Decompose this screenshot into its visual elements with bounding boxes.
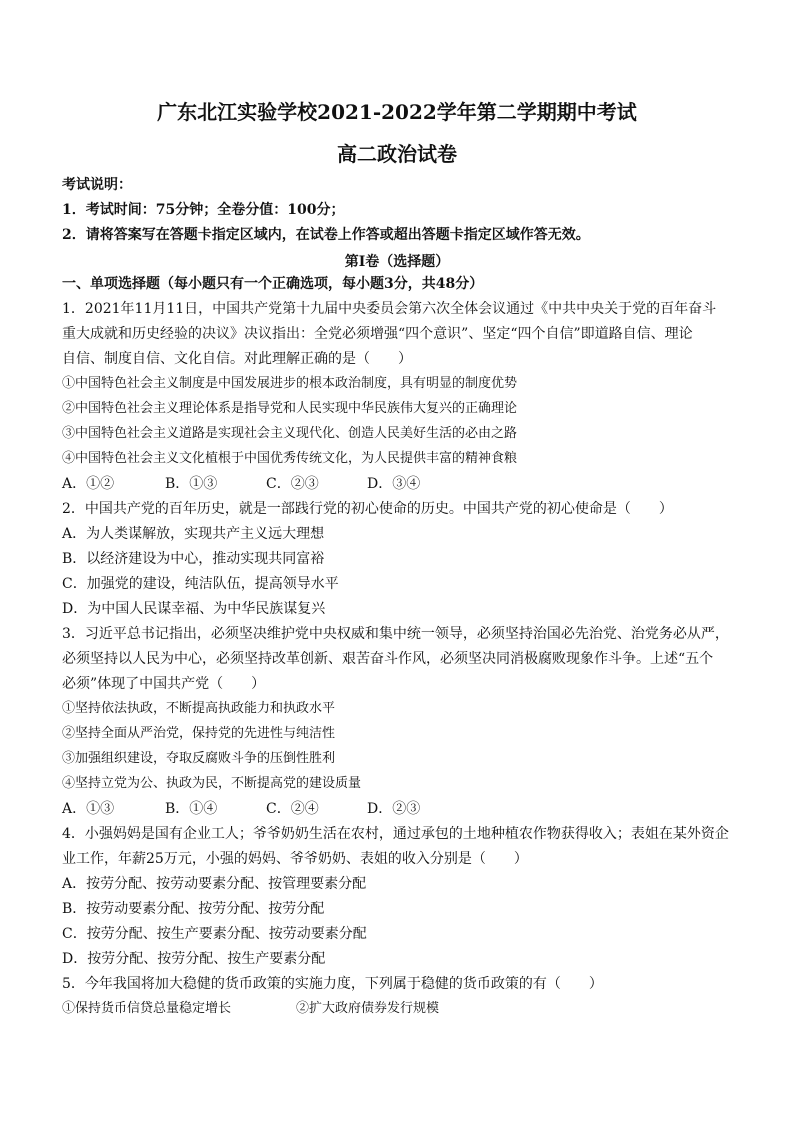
question-3-option-d: D．②③ [367, 801, 421, 817]
question-1-option-a: A．①② [62, 476, 115, 492]
question-1-statement: ③中国特色社会主义道路是实现社会主义现代化、创造人民美好生活的必由之路 [62, 426, 518, 441]
exam-subtitle: 高二政治试卷 [337, 142, 457, 166]
instruction-item: 1．考试时间：75分钟；全卷分值：100分； [62, 202, 345, 218]
question-2-choice-a: A．为人类谋解放，实现共产主义远大理想 [62, 526, 325, 542]
question-3-option-c: C．②④ [266, 801, 319, 817]
question-1-option-d: D．③④ [367, 476, 421, 492]
question-3-statement: ①坚持依法执政，不断提高执政能力和执政水平 [62, 701, 336, 716]
question-2-choice-d: D．为中国人民谋幸福、为中华民族谋复兴 [62, 601, 326, 617]
question-4-stem: 业工作，年薪25万元，小强的妈妈、爷爷奶奶、表姐的收入分别是（ ） [62, 851, 528, 867]
instruction-item: 2．请将答案写在答题卡指定区域内，在试卷上作答或超出答题卡指定区域作答无效。 [62, 227, 590, 243]
question-3-statement: ③加强组织建设，夺取反腐败斗争的压倒性胜利 [62, 751, 336, 766]
question-3-stem: 必须”体现了中国共产党（ ） [62, 676, 266, 692]
question-2-stem: 2．中国共产党的百年历史，就是一部践行党的初心使命的历史。中国共产党的初心使命是（ ） [62, 501, 673, 517]
section-heading: 一、单项选择题（每小题只有一个正确选项，每小题3分，共48分） [62, 276, 484, 292]
exam-title: 广东北江实验学校2021-2022学年第二学期期中考试 [157, 100, 637, 124]
instructions-heading: 考试说明： [62, 177, 132, 193]
question-1-stem: 重大成就和历史经验的决议》决议指出：全党必须增强“四个意识”、坚定“四个自信”即道路自信、理论 [62, 326, 693, 342]
part-title: 第Ⅰ卷（选择题） [344, 254, 450, 270]
question-2-choice-c: C．加强党的建设，纯洁队伍，提高领导水平 [62, 576, 339, 592]
question-1-statement: ①中国特色社会主义制度是中国发展进步的根本政治制度，具有明显的制度优势 [62, 376, 518, 391]
question-3-option-a: A．①③ [62, 801, 115, 817]
question-1-option-b: B．①③ [165, 476, 218, 492]
question-4-choice-b: B．按劳动要素分配、按劳分配、按劳分配 [62, 901, 325, 917]
question-1-stem: 自信、制度自信、文化自信。对此理解正确的是（ ） [62, 351, 412, 367]
question-1-option-c: C．②③ [266, 476, 319, 492]
question-5-stem: 5．今年我国将加大稳健的货币政策的实施力度，下列属于稳健的货币政策的有（ ） [62, 976, 603, 992]
question-4-choice-d: D．按劳分配、按劳分配、按生产要素分配 [62, 951, 326, 967]
question-4-choice-a: A．按劳分配、按劳动要素分配、按管理要素分配 [62, 876, 367, 892]
question-3-stem: 必须坚持以人民为中心，必须坚持改革创新、艰苦奋斗作风，必须坚决同消极腐败现象作斗争。上述“五个 [62, 651, 714, 667]
question-1-statement: ②中国特色社会主义理论体系是指导党和人民实现中华民族伟大复兴的正确理论 [62, 401, 518, 416]
question-3-stem: 3．习近平总书记指出，必须坚决维护党中央权威和集中统一领导，必须坚持治国必先治党、治党务必从严， [62, 626, 729, 642]
question-4-choice-c: C．按劳分配、按生产要素分配、按劳动要素分配 [62, 926, 367, 942]
question-4-stem: 4．小强妈妈是国有企业工人；爷爷奶奶生活在农村，通过承包的土地种植农作物获得收入；表姐在某外资企 [62, 826, 729, 842]
question-5-statement: ②扩大政府债券发行规模 [296, 1001, 440, 1016]
question-2-choice-b: B．以经济建设为中心，推动实现共同富裕 [62, 551, 325, 567]
question-3-statement: ②坚持全面从严治党，保持党的先进性与纯洁性 [62, 726, 336, 741]
question-5-statement: ①保持货币信贷总量稳定增长 [62, 1001, 232, 1016]
question-1-statement: ④中国特色社会主义文化植根于中国优秀传统文化，为人民提供丰富的精神食粮 [62, 451, 518, 466]
question-3-option-b: B．①④ [165, 801, 218, 817]
question-1-stem: 1．2021年11月11日，中国共产党第十九届中央委员会第六次全体会议通过《中共中央关于党的百年奋斗 [62, 301, 717, 317]
question-3-statement: ④坚持立党为公、执政为民，不断提高党的建设质量 [62, 776, 362, 791]
